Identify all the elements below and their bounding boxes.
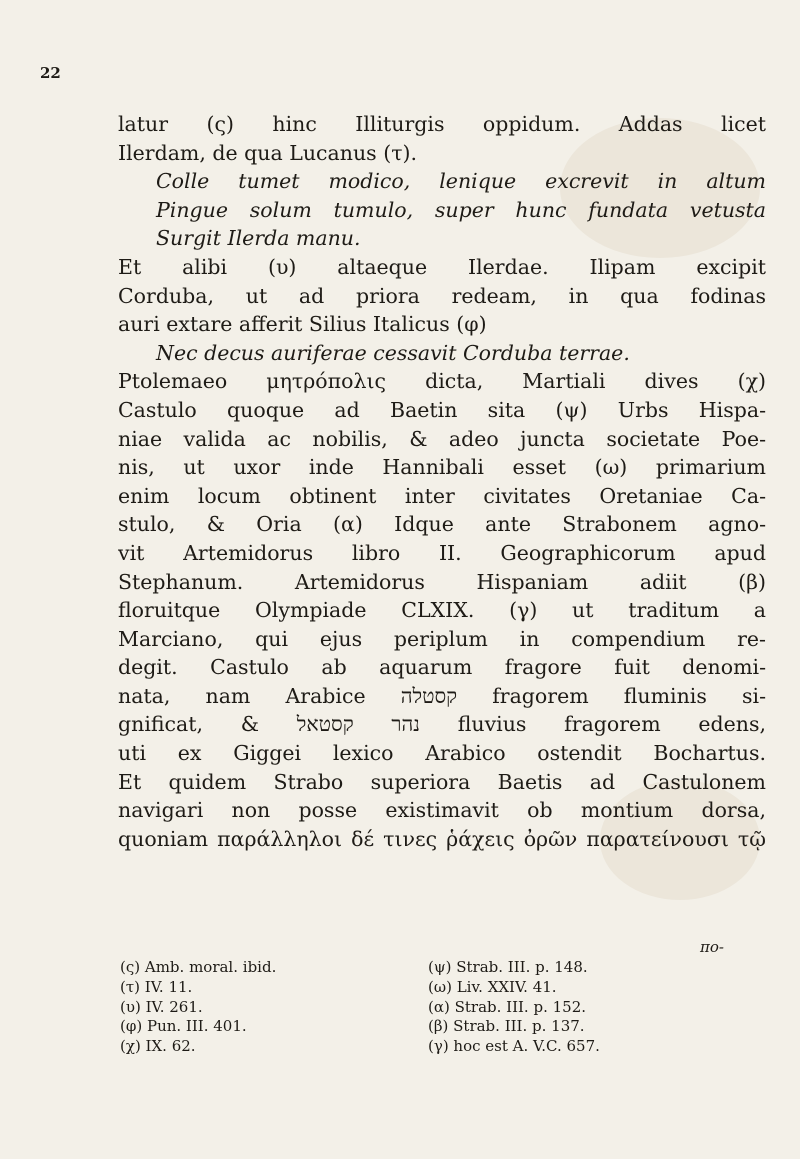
- footnote: (ψ) Strab. III. p. 148.: [428, 958, 588, 976]
- text-line: niae valida ac nobilis, & adeo juncta societate Poe-: [118, 426, 766, 451]
- text-line: gnificat, & נהר קסטאל fluvius fragorem edens,: [118, 712, 766, 737]
- text-line: enim locum obtinent inter civitates Oretaniae Ca-: [118, 483, 766, 508]
- text-line: Et quidem Strabo superiora Baetis ad Castulonem: [118, 769, 766, 794]
- page-number: 22: [40, 64, 61, 82]
- verse-line: Nec decus auriferae cessavit Corduba terrae.: [156, 340, 630, 365]
- footnote: (υ) IV. 261.: [120, 997, 203, 1016]
- text-line: nata, nam Arabice קסטלה fragorem fluminis si-: [118, 683, 766, 708]
- footnote: (τ) IV. 11.: [120, 977, 193, 996]
- verse-line: Pingue solum tumulo, super hunc fundata vetusta: [156, 197, 766, 222]
- footnote: (α) Strab. III. p. 152.: [428, 997, 587, 1016]
- text-line: Ptolemaeo μητρόπολις dicta, Martiali dives (χ): [118, 369, 766, 394]
- text-line: degit. Castulo ab aquarum fragore fuit denomi-: [118, 655, 766, 680]
- verse-line: Surgit Ilerda manu.: [156, 226, 361, 251]
- text-line: Stephanum. Artemidorus Hispaniam adiit (β): [118, 569, 766, 594]
- verse-line: Colle tumet modico, lenique excrevit in altum: [156, 169, 766, 194]
- text-line: Ilerdam, de qua Lucanus (τ).: [118, 140, 418, 165]
- text-line: nis, ut uxor inde Hannibali esset (ω) primarium: [118, 455, 766, 480]
- text-line: latur (ς) hinc Illiturgis oppidum. Addas licet: [118, 112, 766, 136]
- text-line: Marciano, qui ejus periplum in compendium re-: [118, 626, 766, 651]
- text-line: Corduba, ut ad priora redeam, in qua fodinas: [118, 283, 766, 308]
- main-text: [118, 110, 766, 853]
- text-line: auri extare afferit Silius Italicus (φ): [118, 312, 487, 337]
- footnotes-right: [428, 958, 728, 1057]
- text-line: Castulo quoque ad Baetin sita (ψ) Urbs Hispa-: [118, 397, 766, 422]
- footnote: (γ) hoc est A. V.C. 657.: [428, 1037, 600, 1056]
- text-line: navigari non posse existimavit ob montium dorsa,: [118, 798, 766, 823]
- text-line: Et alibi (υ) altaeque Ilerdae. Ilipam excipit: [118, 254, 766, 279]
- text-line: vit Artemidorus libro II. Geographicorum apud: [118, 540, 766, 565]
- footnote: (φ) Pun. III. 401.: [120, 1017, 247, 1036]
- footnotes-left: [120, 958, 370, 1057]
- text-line: quoniam παράλληλοι δέ τινες ῥάχεις ὀρῶν παρατείνουσι τῷ: [118, 826, 766, 851]
- footnote: (ω) Liv. XXIV. 41.: [428, 977, 557, 996]
- text-line: uti ex Giggei lexico Arabico ostendit Bochartus.: [118, 741, 766, 766]
- text-line: stulo, & Oria (α) Idque ante Strabonem agno-: [118, 512, 766, 537]
- text-line: floruitque Olympiade CLXIX. (γ) ut traditum a: [118, 598, 766, 623]
- footnote: (β) Strab. III. p. 137.: [428, 1017, 585, 1036]
- footnote: (ς) Amb. moral. ibid.: [120, 958, 277, 976]
- catchword: πο-: [700, 938, 724, 956]
- footnote: (χ) IX. 62.: [120, 1037, 196, 1056]
